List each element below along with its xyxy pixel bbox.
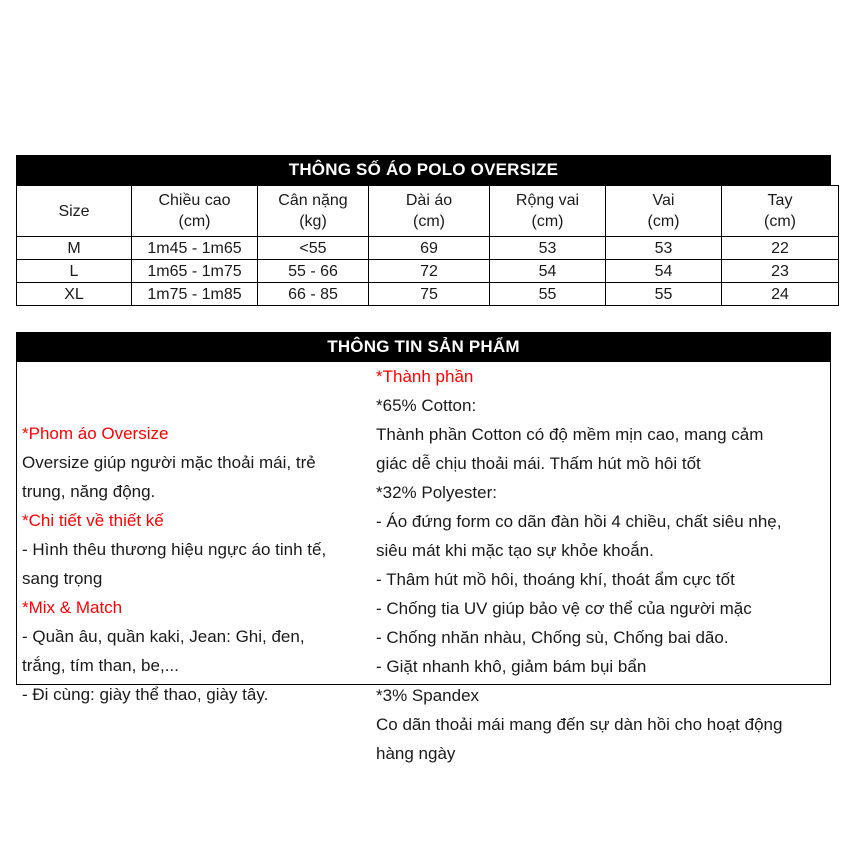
left-column-top-spacer [22, 362, 372, 419]
table-header-row [17, 186, 839, 237]
product-info-block [16, 332, 831, 763]
cell-sleeve: 22 [722, 237, 839, 260]
table-row [17, 237, 839, 260]
column-header-chest-width [490, 186, 606, 237]
size-table-title: THÔNG SỐ ÁO POLO OVERSIZE [16, 155, 831, 185]
column-header-chest-width-line1: Rộng vai [515, 192, 580, 209]
column-header-sleeve-line2: (cm) [764, 213, 796, 230]
left-info-line: Oversize giúp người mặc thoải mái, trẻ [22, 453, 316, 472]
left-info-line: trắng, tím than, be,... [22, 656, 179, 675]
cell-weight: <55 [258, 237, 369, 260]
cell-size: XL [17, 283, 132, 306]
product-info-left-column [17, 362, 372, 704]
cell-size: M [17, 237, 132, 260]
cell-shoulder: 53 [606, 237, 722, 260]
column-header-sleeve-line1: Tay [767, 192, 793, 209]
column-header-height [132, 186, 258, 237]
left-info-line: - Quần âu, quần kaki, Jean: Ghi, đen, [22, 627, 305, 646]
right-info-line: Thành phần Cotton có độ mềm mịn cao, mang cảm [376, 425, 764, 444]
left-info-line: - Đi cùng: giày thể thao, giày tây. [22, 685, 269, 704]
column-header-length-line1: Dài áo [405, 192, 453, 209]
right-info-line: Co dãn thoải mái mang đến sự dàn hồi cho hoạt động [376, 715, 783, 734]
column-header-sleeve [722, 186, 839, 237]
size-spec-table [16, 185, 839, 306]
left-info-line: *Chi tiết về thiết kế [22, 511, 164, 530]
column-header-weight-line2: (kg) [299, 213, 327, 230]
cell-length: 72 [369, 260, 490, 283]
cell-chest-width: 53 [490, 237, 606, 260]
cell-length: 69 [369, 237, 490, 260]
product-info-title: THÔNG TIN SẢN PHẨM [16, 332, 831, 362]
size-spec-table-body [17, 186, 839, 306]
left-info-line: - Hình thêu thương hiệu ngực áo tinh tế, [22, 540, 327, 559]
cell-shoulder: 55 [606, 283, 722, 306]
product-info-body [16, 362, 831, 763]
cell-height: 1m45 - 1m65 [132, 237, 258, 260]
table-row [17, 260, 839, 283]
cell-height: 1m75 - 1m85 [132, 283, 258, 306]
right-info-line: *65% Cotton: [376, 396, 477, 415]
left-info-line: sang trọng [22, 569, 103, 588]
column-header-shoulder [606, 186, 722, 237]
column-header-size-line1: Size [58, 202, 90, 220]
cell-sleeve: 23 [722, 260, 839, 283]
cell-height: 1m65 - 1m75 [132, 260, 258, 283]
cell-length: 75 [369, 283, 490, 306]
column-header-weight-line1: Cân nặng [278, 192, 348, 209]
left-info-line: *Phom áo Oversize [22, 424, 169, 443]
cell-sleeve: 24 [722, 283, 839, 306]
cell-size: L [17, 260, 132, 283]
table-row [17, 283, 839, 306]
cell-weight: 55 - 66 [258, 260, 369, 283]
right-info-line: - Giặt nhanh khô, giảm bám bụi bẩn [376, 657, 647, 676]
right-info-line: - Chống nhăn nhàu, Chống sù, Chống bai dão. [376, 628, 729, 647]
cell-chest-width: 54 [490, 260, 606, 283]
right-info-line: - Thâm hút mồ hôi, thoáng khí, thoát ẩm cực tốt [376, 570, 735, 589]
right-info-line: *32% Polyester: [376, 483, 497, 502]
cell-chest-width: 55 [490, 283, 606, 306]
column-header-length-line2: (cm) [413, 213, 445, 230]
column-header-weight [258, 186, 369, 237]
left-info-line: *Mix & Match [22, 598, 123, 617]
left-info-line: trung, năng động. [22, 482, 156, 501]
cell-shoulder: 54 [606, 260, 722, 283]
column-header-length [369, 186, 490, 237]
right-info-line: *3% Spandex [376, 686, 480, 705]
size-spec-table-block [16, 155, 831, 306]
right-info-line: - Chống tia UV giúp bảo vệ cơ thể của người mặc [376, 599, 752, 618]
right-info-line: *Thành phần [376, 367, 474, 386]
column-header-height-line1: Chiều cao [158, 192, 231, 209]
cell-weight: 66 - 85 [258, 283, 369, 306]
column-header-shoulder-line1: Vai [652, 192, 675, 209]
column-header-shoulder-line2: (cm) [647, 213, 680, 230]
column-header-size [17, 186, 132, 237]
column-header-chest-width-line2: (cm) [531, 213, 564, 230]
right-info-line: hàng ngày [376, 744, 456, 763]
product-info-right-column [372, 362, 830, 763]
column-header-height-line2: (cm) [178, 213, 211, 230]
right-info-line: giác dễ chịu thoải mái. Thấm hút mồ hôi tốt [376, 454, 701, 473]
right-info-line: siêu mát khi mặc tạo sự khỏe khoắn. [376, 541, 654, 560]
right-info-line: - Áo đứng form co dãn đàn hồi 4 chiều, chất siêu nhẹ, [376, 512, 782, 531]
